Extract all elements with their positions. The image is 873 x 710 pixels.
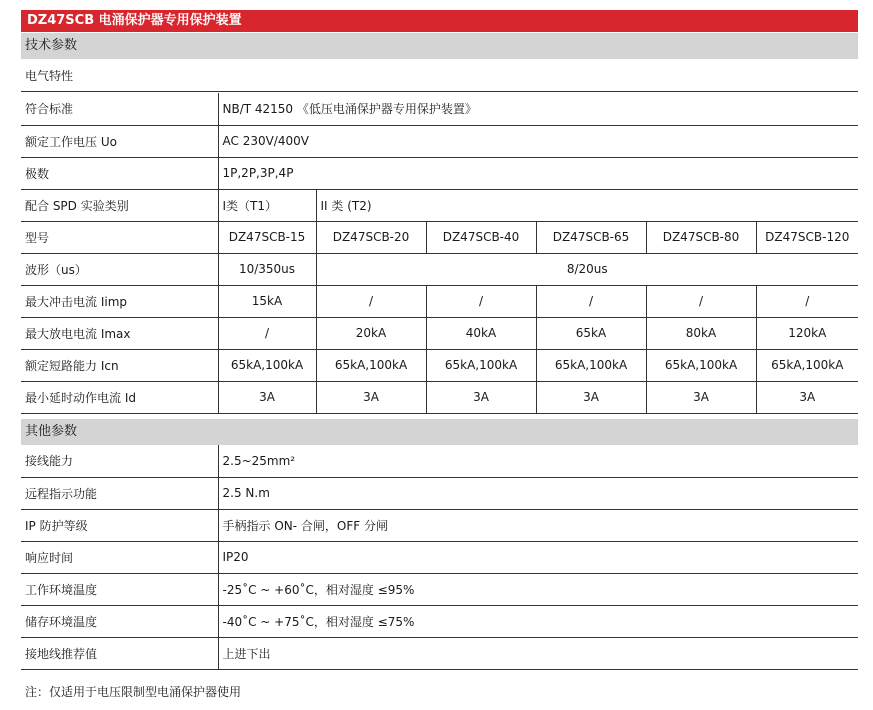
cell-value: 65kA,100kA [218,349,316,381]
cell-value: 3A [316,381,426,413]
table-row [21,189,858,221]
cell-value: IP20 [218,541,858,573]
cell-value: 65kA,100kA [756,349,858,381]
cell-value: II 类 (T2) [316,189,858,221]
cell-value: 65kA,100kA [646,349,756,381]
cell-value: 80kA [646,317,756,349]
row-label: 符合标准 [21,93,218,125]
table-row [21,445,858,477]
cell-value: / [756,285,858,317]
cell-value: DZ47SCB-80 [646,221,756,253]
cell-value: NB/T 42150 《低压电涌保护器专用保护装置》 [218,93,858,125]
row-label: 极数 [21,157,218,189]
row-label: 响应时间 [21,541,218,573]
table-row [21,381,858,413]
table-row [21,157,858,189]
cell-value: 20kA [316,317,426,349]
cell-value: DZ47SCB-120 [756,221,858,253]
table-row [21,125,858,157]
cell-value: 3A [536,381,646,413]
cell-value: / [536,285,646,317]
cell-value: 手柄指示 ON- 合闸，OFF 分闸 [218,509,858,541]
table-row [21,605,858,637]
cell-value: 3A [756,381,858,413]
cell-value: 3A [218,381,316,413]
row-label: 最小延时动作电流 Id [21,381,218,413]
cell-value: 1P,2P,3P,4P [218,157,858,189]
table-row [21,285,858,317]
page-title: DZ47SCB 电涌保护器专用保护装置 [21,10,858,32]
cell-value: -40˚C ~ +75˚C，相对湿度 ≤75% [218,605,858,637]
table-row [21,93,858,125]
row-label: 额定短路能力 Icn [21,349,218,381]
row-label: 最大放电电流 Imax [21,317,218,349]
row-label: 接线能力 [21,445,218,477]
cell-value: 8/20us [316,253,858,285]
cell-value: / [218,317,316,349]
table-row [21,221,858,253]
electrical-characteristics-label: 电气特性 [21,60,858,92]
row-label: 配合 SPD 实验类别 [21,189,218,221]
cell-value: 2.5~25mm² [218,445,858,477]
table-row [21,541,858,573]
cell-value: 65kA,100kA [426,349,536,381]
table-row [21,349,858,381]
row-label: 最大冲击电流 Iimp [21,285,218,317]
table-row [21,637,858,669]
row-label: 接地线推荐值 [21,637,218,669]
cell-value: 2.5 N.m [218,477,858,509]
table-row [21,253,858,285]
cell-value: DZ47SCB-40 [426,221,536,253]
cell-value: DZ47SCB-20 [316,221,426,253]
cell-value: 3A [426,381,536,413]
cell-value: 120kA [756,317,858,349]
cell-value: DZ47SCB-65 [536,221,646,253]
cell-value: / [316,285,426,317]
cell-value: -25˚C ~ +60˚C，相对湿度 ≤95% [218,573,858,605]
cell-value: 3A [646,381,756,413]
cell-value: 65kA,100kA [316,349,426,381]
table-row [21,509,858,541]
cell-value: 上进下出 [218,637,858,669]
section-header-other: 其他参数 [21,419,858,445]
row-label: 波形（us） [21,253,218,285]
table-row [21,573,858,605]
section-header-tech: 技术参数 [21,33,858,59]
cell-value: / [646,285,756,317]
row-label: 额定工作电压 Uo [21,125,218,157]
row-label: 储存环境温度 [21,605,218,637]
cell-value: 40kA [426,317,536,349]
other-table [21,445,858,670]
cell-value: AC 230V/400V [218,125,858,157]
cell-value: 10/350us [218,253,316,285]
tech-table [21,93,858,414]
footnote: 注：仅适用于电压限制型电涌保护器使用 [25,685,242,699]
cell-value: 65kA,100kA [536,349,646,381]
cell-value: / [426,285,536,317]
row-label: IP 防护等级 [21,509,218,541]
cell-value: 65kA [536,317,646,349]
table-row [21,317,858,349]
cell-value: DZ47SCB-15 [218,221,316,253]
table-row [21,477,858,509]
cell-value: Ⅰ类（T1） [218,189,316,221]
row-label: 型号 [21,221,218,253]
row-label: 工作环境温度 [21,573,218,605]
cell-value: 15kA [218,285,316,317]
row-label: 远程指示功能 [21,477,218,509]
